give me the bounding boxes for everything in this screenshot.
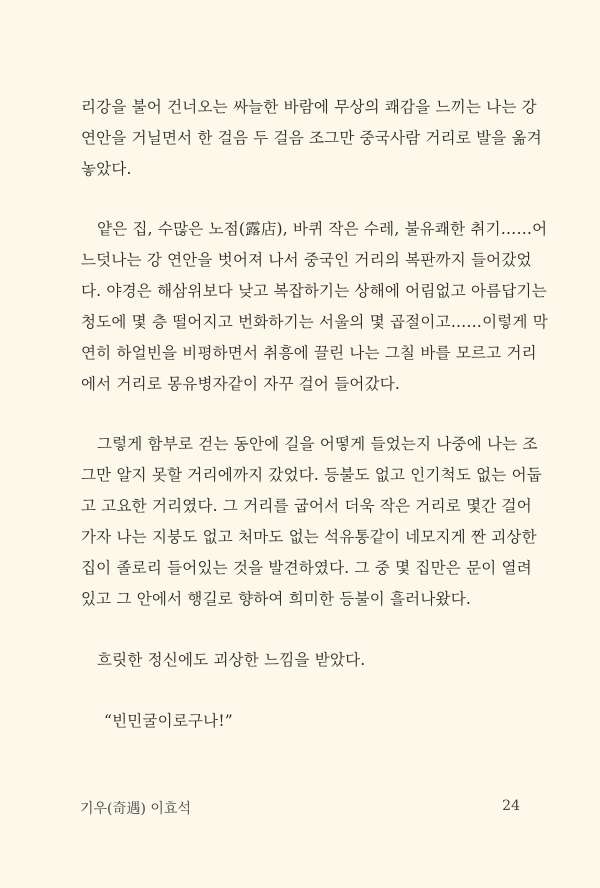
text-line: 가자 나는 지붕도 없고 처마도 없는 석유통같이 네모지게 짠 괴상한: [81, 528, 537, 546]
text-line: 리강을 불어 건너오는 싸늘한 바람에 무상의 쾌감을 느끼는 나는 강: [81, 98, 537, 116]
text-line: 청도에 몇 층 떨어지고 번화하기는 서울의 몇 곱절이고……이렇게 막: [81, 313, 548, 331]
page-number: 24: [502, 798, 520, 814]
text-line: 흐릿한 정신에도 괴상한 느낌을 받았다.: [97, 651, 366, 669]
text-line: 집이 졸로리 들어있는 것을 발견하였다. 그 중 몇 집만은 문이 열려: [81, 559, 532, 577]
dialogue-line: “빈민굴이로구나!”: [104, 712, 233, 730]
text-line: 얕은 집, 수많은 노점(露店), 바퀴 작은 수레, 불유쾌한 취기……어: [97, 220, 548, 238]
text-line: 다. 야경은 해삼위보다 낮고 복잡하기는 상해에 어림없고 아름답기는: [81, 282, 547, 300]
text-line: 에서 거리로 몽유병자같이 자꾸 걸어 들어갔다.: [81, 375, 401, 393]
text-line: 그렇게 함부로 걷는 동안에 길을 어떻게 들었는지 나중에 나는 조: [97, 435, 538, 453]
text-line: 놓았다.: [81, 160, 132, 178]
text-line: 연안을 거닐면서 한 걸음 두 걸음 조그만 중국사람 거리로 발을 옮겨: [81, 129, 542, 147]
text-line: 있고 그 안에서 행길로 향하여 희미한 등불이 흘러나왔다.: [81, 590, 471, 608]
text-line: 고 고요한 거리였다. 그 거리를 굽어서 더욱 작은 거리로 몇간 걸어: [81, 497, 532, 515]
footer-book-title: 기우(奇遇) 이효석: [80, 801, 191, 817]
text-line: 연히 하얼빈을 비평하면서 취흥에 끌린 나는 그칠 바를 모르고 거리: [81, 344, 537, 362]
text-line: 그만 알지 못할 거리에까지 갔었다. 등불도 없고 인기척도 없는 어둡: [81, 466, 542, 484]
text-line: 느덧나는 강 연안을 벗어져 나서 중국인 거리의 복판까지 들어갔었: [81, 251, 532, 269]
